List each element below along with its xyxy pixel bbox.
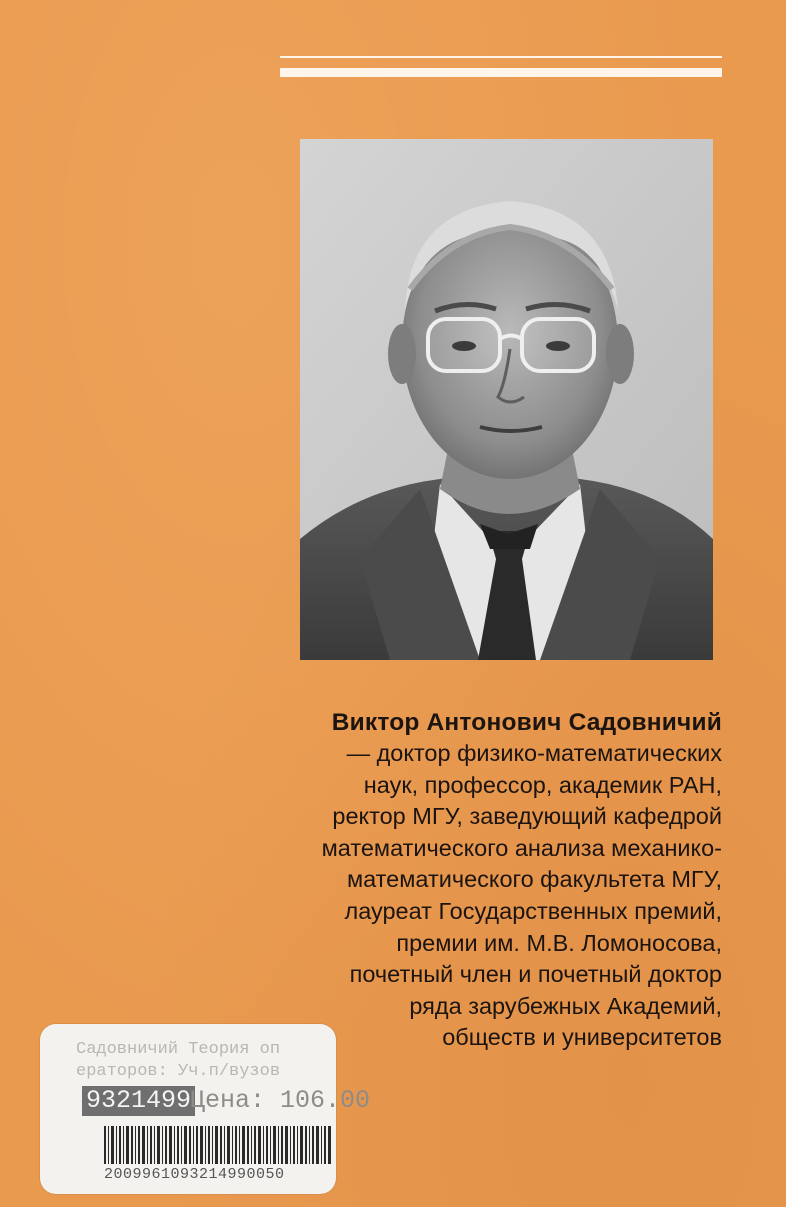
bio-line: математического факультета МГУ, — [346, 866, 722, 893]
barcode-digits: 2009961093214990050 — [104, 1166, 285, 1183]
bio-line: математического анализа механико- — [321, 834, 722, 861]
bio-line: премии им. М.В. Ломоносова, — [396, 929, 722, 956]
bio-line: — доктор физико-математических — [346, 740, 722, 766]
top-thin-rule — [280, 56, 722, 58]
top-thick-rule — [280, 68, 722, 77]
sticker-price: Цена: 106.00 — [190, 1086, 371, 1115]
bio-line: лауреат Государственных премий, — [344, 897, 722, 924]
portrait-illustration — [300, 139, 713, 660]
sticker-title-line: Садовничий Теория оп — [76, 1040, 281, 1059]
author-portrait — [300, 139, 713, 660]
author-name: Виктор Антонович Садовничий — [331, 709, 722, 736]
sticker-item-code: 9321499 — [82, 1086, 195, 1116]
sticker-title-line: ераторов: Уч.п/вузов — [76, 1062, 281, 1081]
bio-line: ряда зарубежных Академий, — [409, 992, 722, 1019]
bio-line: ректор МГУ, заведующий кафедрой — [332, 803, 722, 830]
price-sticker — [40, 1024, 371, 1194]
barcode-icon — [104, 1126, 332, 1164]
bio-line: обществ и университетов — [442, 1024, 722, 1051]
bio-line: почетный член и почетный доктор — [349, 961, 722, 988]
author-bio — [250, 708, 722, 1054]
bio-line: наук, профессор, академик РАН, — [363, 771, 722, 798]
